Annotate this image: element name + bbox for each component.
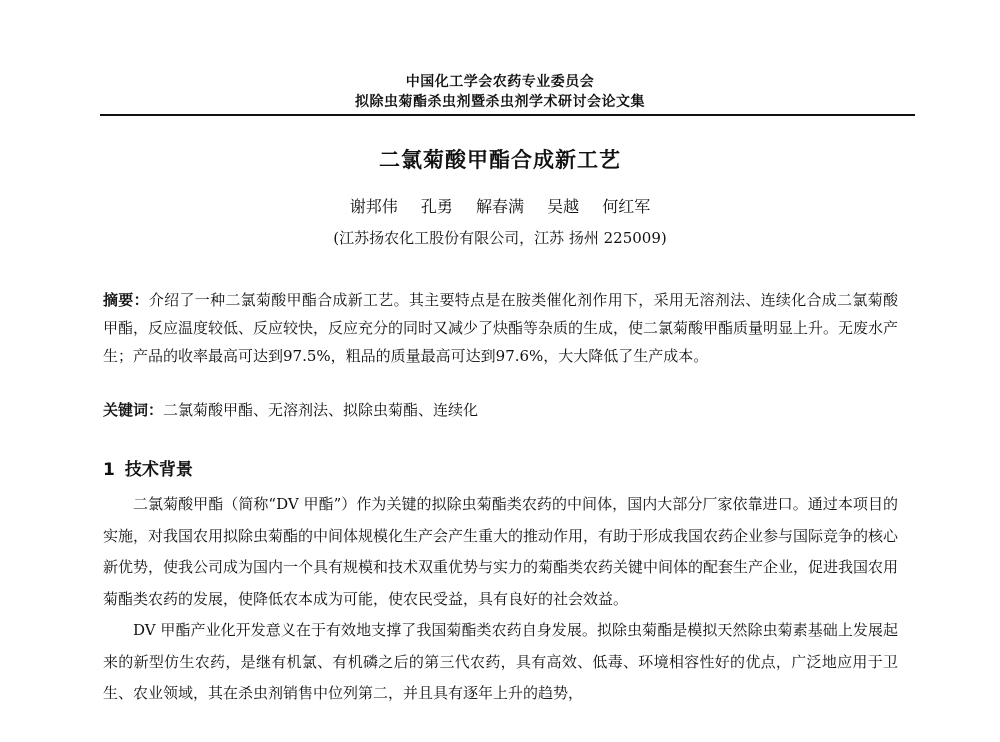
author: 谢邦伟: [349, 197, 398, 216]
author: 吴越: [547, 197, 580, 216]
running-header: [100, 72, 900, 112]
keywords-text: 二氯菊酸甲酯、无溶剂法、拟除虫菊酯、连续化: [163, 401, 479, 419]
header-organization: 中国化工学会农药专业委员会: [405, 74, 595, 90]
keywords-label: 关键词：: [103, 401, 164, 419]
paragraph: DV 甲酯产业化开发意义在于有效地支撑了我国菊酯类农药自身发展。拟除虫菊酯是模拟天然除虫菊素基础上发展起来的新型仿生农药，是继有机氯、有机磷之后的第三代农药，具有高效、低毒、环境相容性好的优点，广泛地应用于卫生、农业领域，其在杀虫剂销售中位列第二，并且具有逐年上升的趋势，: [103, 621, 898, 702]
section-body: [103, 489, 898, 710]
abstract-text: 介绍了一种二氯菊酸甲酯合成新工艺。其主要特点是在胺类催化剂作用下，采用无溶剂法、连续化合成二氯菊酸甲酯，反应温度较低、反应较快，反应充分的同时又减少了炔酯等杂质的生成，使二氯菊酸甲酯质量明显上升。无废水产生；产品的收率最高可达到97.5%，粗品的质量最高可达到97.6%，大大降低了生产成本。: [103, 291, 899, 365]
abstract-label: 摘要：: [103, 291, 149, 309]
section-heading: [103, 458, 193, 482]
header-divider: [100, 114, 915, 116]
affiliation: (江苏扬农化工股份有限公司，江苏 扬州 225009): [333, 229, 667, 247]
author-list: [100, 196, 900, 218]
author: 何红军: [602, 197, 651, 216]
author: 孔勇: [420, 197, 453, 216]
header-proceedings: 拟除虫菊酯杀虫剂暨杀虫剂学术研讨会论文集: [355, 94, 645, 110]
keywords: [103, 398, 898, 422]
paragraph: 二氯菊酸甲酯（简称“DV 甲酯”）作为关键的拟除虫菊酯类农药的中间体，国内大部分厂家依靠进口。通过本项目的实施，对我国农用拟除虫菊酯的中间体规模化生产会产生重大的推动作用，有助于形成我国农药企业参与国际竞争的核心新优势，使我公司成为国内一个具有规模和技术双重优势与实力的菊酯类农药关键中间体的配套生产企业，促进我国农用菊酯类农药的发展，使降低农本成为可能，使农民受益，具有良好的社会效益。: [103, 495, 899, 608]
paper-title: 二氯菊酸甲酯合成新工艺: [379, 148, 621, 172]
section-number: 1: [103, 460, 115, 480]
section-title: 技术背景: [124, 460, 193, 480]
abstract: [103, 286, 898, 370]
author: 解春满: [475, 197, 524, 216]
